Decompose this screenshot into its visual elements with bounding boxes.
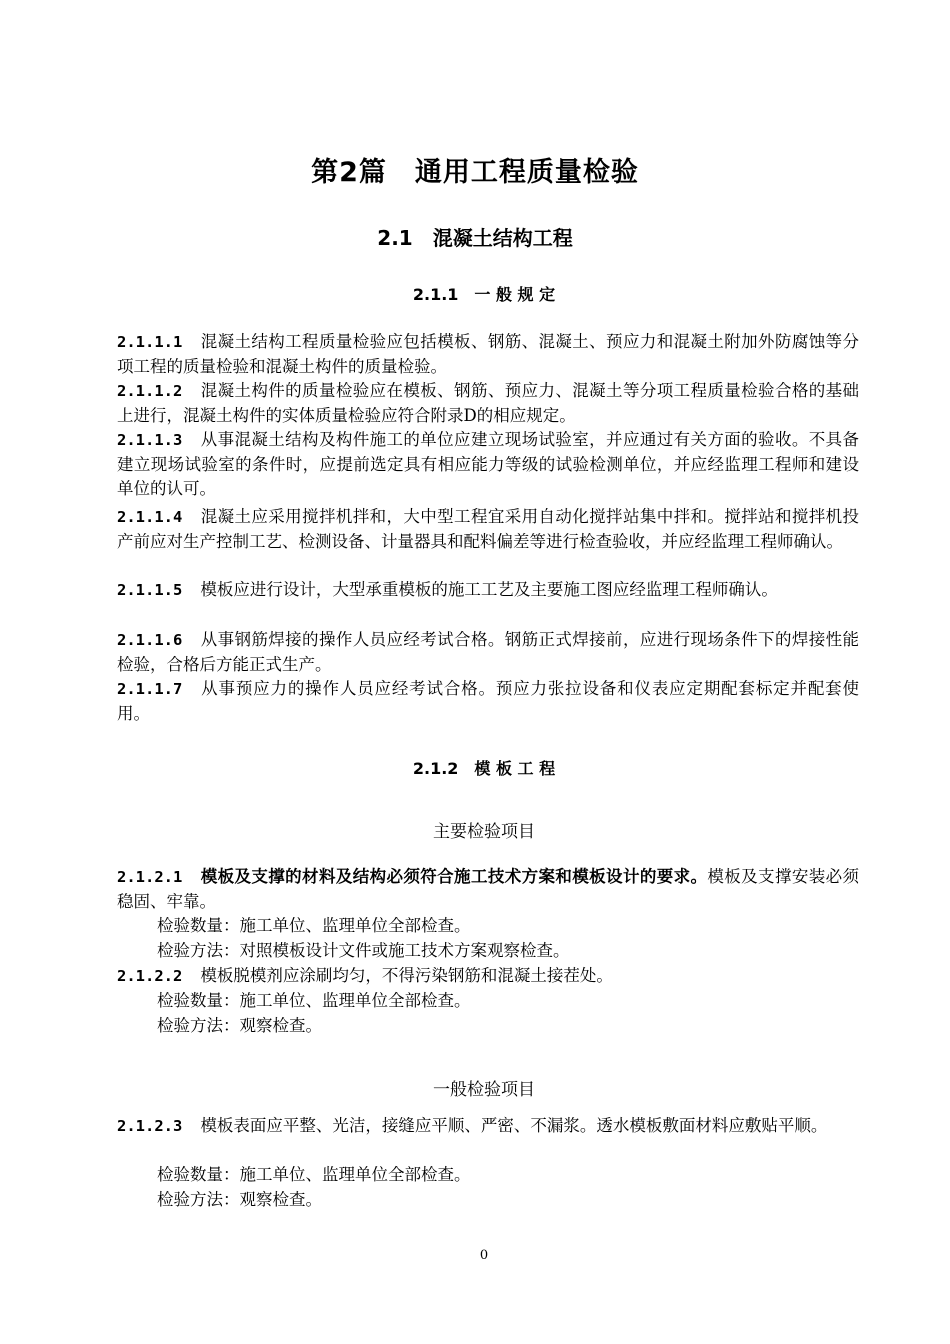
clause-text: 模板表面应平整、光洁，接缝应平顺、严密、不漏浆。透水模板敷面材料应敷贴平顺。 [200, 1116, 828, 1135]
clause-number: 2.1.2.3 [117, 1117, 183, 1135]
clause-text: 模板应进行设计，大型承重模板的施工工艺及主要施工图应经监理工程师确认。 [200, 580, 778, 599]
section-title: 2.1 混凝土结构工程 [377, 226, 573, 250]
clause-2-1-1-7 [117, 677, 859, 726]
clause-text: 模板脱模剂应涂刷均匀，不得污染钢筋和混凝土接茬处。 [200, 966, 613, 985]
clause-text: 从事预应力的操作人员应经考试合格。预应力张拉设备和仪表应定期配套标定并配套使用。 [117, 679, 859, 723]
inspection-method: 检验方法：观察检查。 [157, 1190, 322, 1209]
subsection-title-general: 2.1.1 一 般 规 定 [412, 285, 556, 304]
category-title-main: 主要检验项目 [433, 822, 535, 842]
clause-number: 2.1.1.6 [117, 631, 183, 649]
clause-2-1-1-3 [117, 428, 859, 502]
clause-text: 从事钢筋焊接的操作人员应经考试合格。钢筋正式焊接前，应进行现场条件下的焊接性能检验，合格后方能正式生产。 [117, 630, 859, 674]
inspection-quantity: 检验数量：施工单位、监理单位全部检查。 [157, 916, 471, 935]
clause-2-1-2-3 [117, 1114, 859, 1139]
inspection-quantity: 检验数量：施工单位、监理单位全部检查。 [157, 1165, 471, 1184]
clause-2-1-1-1 [117, 330, 859, 379]
clause-number: 2.1.1.4 [117, 508, 183, 526]
clause-2-1-1-5 [117, 578, 859, 603]
clause-text: 模板及支撑安装必须稳固、牢靠。 [117, 867, 860, 911]
category-title-general: 一般检验项目 [433, 1080, 535, 1100]
inspection-method: 检验方法：观察检查。 [157, 1016, 322, 1035]
part-title: 第2篇 通用工程质量检验 [311, 157, 639, 188]
page-number: 0 [479, 1248, 489, 1263]
clause-2-1-2-2 [117, 964, 859, 989]
inspection-method: 检验方法：对照模板设计文件或施工技术方案观察检查。 [157, 941, 570, 960]
clause-number: 2.1.1.3 [117, 431, 183, 449]
clause-text: 混凝土结构工程质量检验应包括模板、钢筋、混凝土、预应力和混凝土附加外防腐蚀等分项工程的质量检验和混凝土构件的质量检验。 [117, 332, 859, 376]
clause-2-1-1-4 [117, 505, 859, 554]
clause-2-1-2-1 [117, 865, 859, 914]
inspection-quantity: 检验数量：施工单位、监理单位全部检查。 [157, 991, 471, 1010]
clause-2-1-1-6 [117, 628, 859, 677]
clause-text: 混凝土应采用搅拌机拌和，大中型工程宜采用自动化搅拌站集中拌和。搅拌站和搅拌机投产前应对生产控制工艺、检测设备、计量器具和配料偏差等进行检查验收，并应经监理工程师确认。 [117, 507, 859, 551]
clause-2-1-1-2 [117, 379, 859, 428]
clause-number: 2.1.1.1 [117, 333, 183, 351]
clause-text: 从事混凝土结构及构件施工的单位应建立现场试验室，并应通过有关方面的验收。不具备建立现场试验室的条件时，应提前选定具有相应能力等级的试验检测单位，并应经监理工程师和建设单位的认可。 [117, 430, 859, 498]
clause-number: 2.1.2.1 [117, 868, 183, 886]
clause-number: 2.1.1.5 [117, 581, 183, 599]
clause-bold-requirement: 模板及支撑的材料及结构必须符合施工技术方案和模板设计的要求。 [200, 867, 708, 886]
clause-text: 混凝土构件的质量检验应在模板、钢筋、预应力、混凝土等分项工程质量检验合格的基础上进行，混凝土构件的实体质量检验应符合附录D的相应规定。 [117, 381, 859, 425]
clause-number: 2.1.1.2 [117, 382, 183, 400]
clause-number: 2.1.1.7 [117, 680, 183, 698]
subsection-title-formwork: 2.1.2 模 板 工 程 [412, 759, 556, 778]
clause-number: 2.1.2.2 [117, 967, 183, 985]
